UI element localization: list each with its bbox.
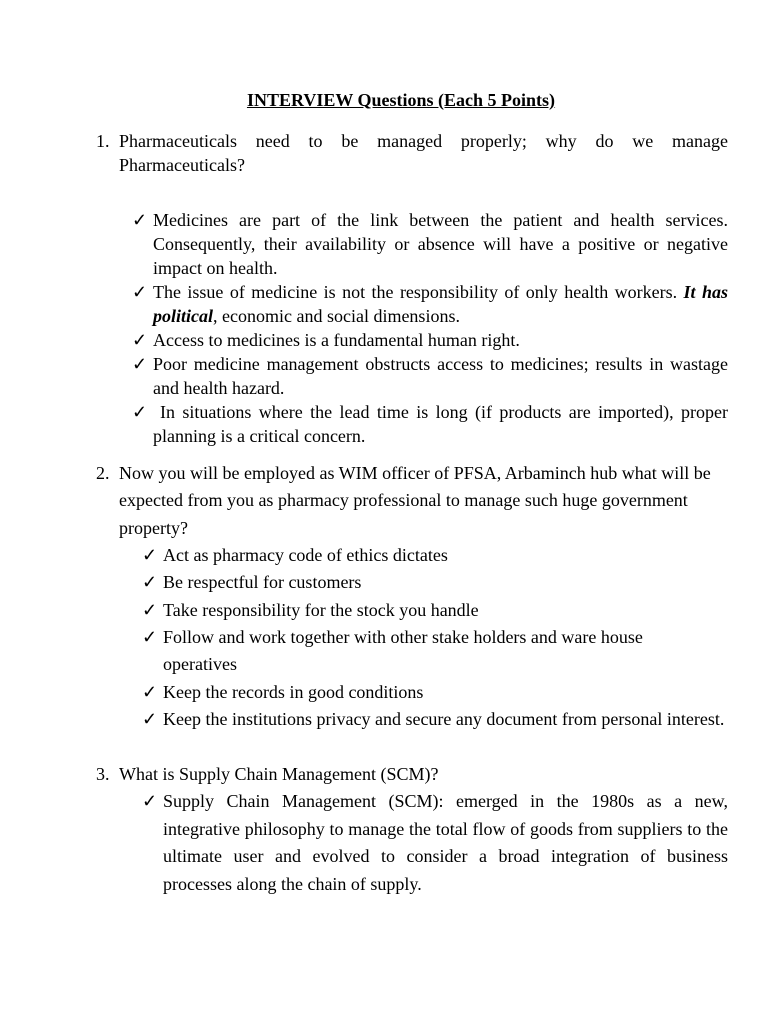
checkmark-icon: ✓ [142,545,158,565]
q2-answer-4: Follow and work together with other stake holders and ware house operatives [163,627,643,675]
checkmark-icon: ✓ [132,354,148,374]
checkmark-icon: ✓ [142,709,158,729]
q1-answer-3: Access to medicines is a fundamental human right. [153,330,520,350]
q1-answer-2-tail: , economic and social dimensions. [213,306,460,326]
checkmark-icon: ✓ [142,572,158,592]
q2-answer-2: Be respectful for customers [163,572,362,592]
checkmark-icon: ✓ [132,330,148,350]
question-3-number: 3. [96,764,110,784]
q1-answer-1: Medicines are part of the link between the patient and health services. Consequently, their availability or absence will have a positive or negative impact on health. [153,210,728,278]
checkmark-icon: ✓ [142,627,158,647]
checkmark-icon: ✓ [142,682,158,702]
checkmark-icon: ✓ [142,600,158,620]
q1-answer-2-text: The issue of medicine is not the responsibility of only health workers. [153,282,684,302]
question-2-text: Now you will be employed as WIM officer of PFSA, Arbaminch hub what will be expected from you as pharmacy professional to manage such huge government property? [119,463,711,538]
q3-answer-1: Supply Chain Management (SCM): emerged in the 1980s as a new, integrative philosophy to manage the total flow of goods from suppliers to the ultimate user and evolved to consider a broad integration of business processes along the chain of supply. [163,791,728,894]
q1-answer-2-emphasis: It has political [153,282,728,326]
question-1-text: Pharmaceuticals need to be managed properly; why do we manage Pharmaceuticals? [119,131,728,175]
q2-answer-1: Act as pharmacy code of ethics dictates [163,545,448,565]
q1-answer-2 [153,280,728,328]
q2-answer-3: Take responsibility for the stock you handle [163,600,479,620]
checkmark-icon: ✓ [132,402,148,422]
page-title: INTERVIEW Questions (Each 5 Points) [246,90,556,110]
question-1-number: 1. [96,131,110,151]
q1-answer-4: Poor medicine management obstructs access to medicines; results in wastage and health hazard. [153,354,728,398]
question-3-text: What is Supply Chain Management (SCM)? [119,764,439,784]
checkmark-icon: ✓ [142,791,158,811]
q2-answer-5: Keep the records in good conditions [163,682,424,702]
checkmark-icon: ✓ [132,282,148,302]
checkmark-icon: ✓ [132,210,148,230]
q1-answer-5: In situations where the lead time is long (if products are imported), proper planning is a critical concern. [153,402,728,446]
question-2-number: 2. [96,463,110,483]
q2-answer-6: Keep the institutions privacy and secure any document from personal interest. [163,709,725,729]
